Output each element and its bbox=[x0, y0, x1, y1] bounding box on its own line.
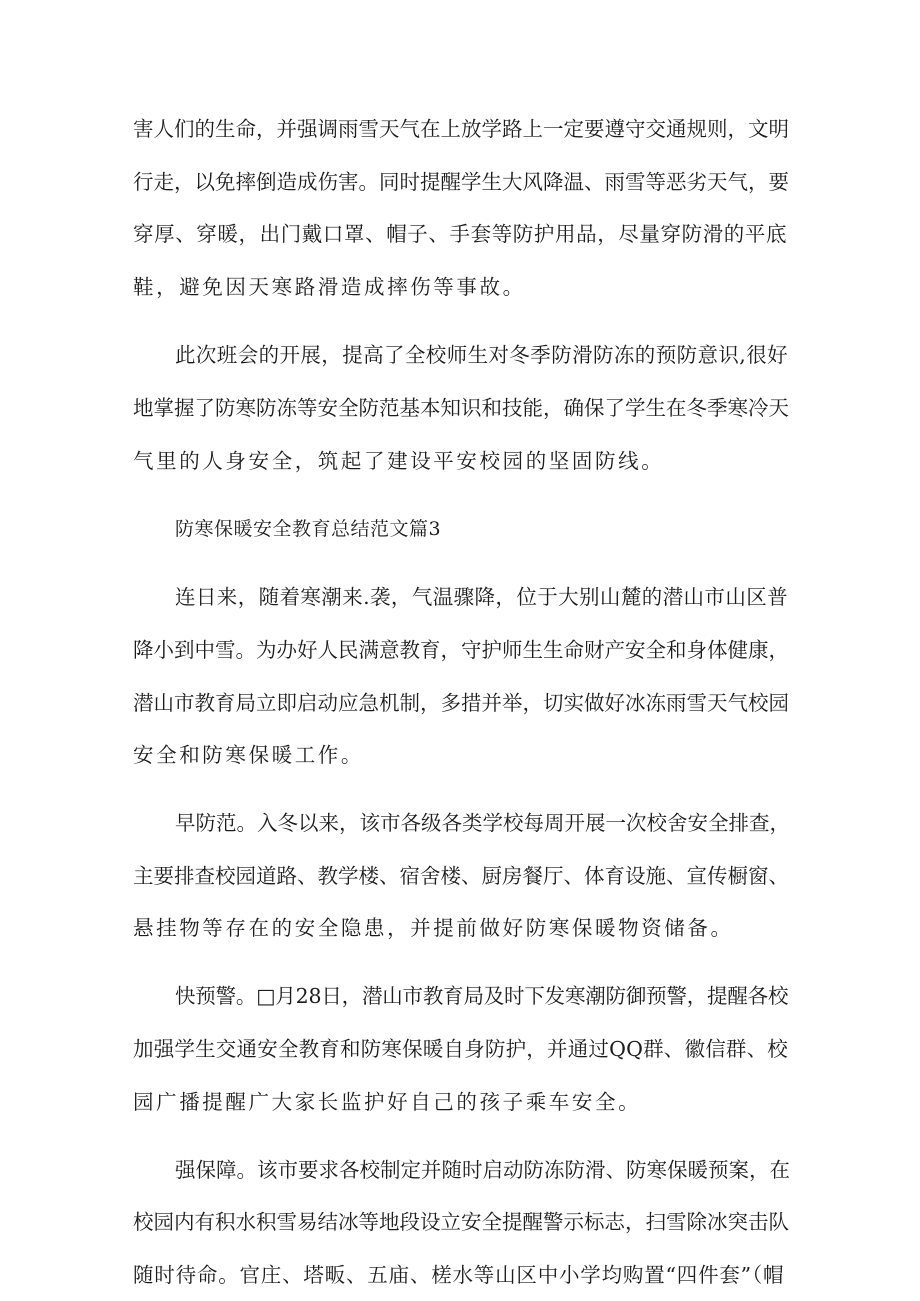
paragraph-6-line-3: 随时待命。官庄、塔畈、五庙、槎水等山区中小学均购置“四件套”（帽 bbox=[133, 1263, 785, 1287]
paragraph-3-line-4: 安全和防寒保暖工作。 bbox=[133, 743, 364, 767]
paragraph-5-line-1: 快预警。□月28日，潜山市教育局及时下发寒潮防御预警，提醒各校 bbox=[175, 984, 789, 1008]
paragraph-3-line-3: 潜山市教育局立即启动应急机制，多措并举，切实做好冰冻雨雪天气校园 bbox=[133, 691, 789, 715]
paragraph-4-line-3: 悬挂物等存在的安全隐患，并提前做好防寒保暖物资储备。 bbox=[133, 916, 734, 940]
paragraph-5-line-2: 加强学生交通安全教育和防寒保暖自身防护，并通过QQ群、徽信群、校 bbox=[133, 1037, 789, 1061]
paragraph-4-line-1: 早防范。入冬以来，该市各级各类学校每周开展一次校舍安全排查， bbox=[175, 811, 790, 835]
paragraph-1-line-1: 害人们的生命，并强调雨雪天气在上放学路上一定要遵守交通规则，文明 bbox=[133, 117, 789, 141]
paragraph-1-line-4: 鞋，避免因天寒路滑造成摔伤等事故。 bbox=[133, 275, 526, 299]
paragraph-1-line-2: 行走，以免摔倒造成伤害。同时提醒学生大风降温、雨雪等恶劣天气，要 bbox=[133, 170, 789, 194]
section-heading: 防寒保暖安全教育总结范文篇3 bbox=[175, 518, 442, 540]
paragraph-2-line-1: 此次班会的开展，提高了全校师生对冬季防滑防冻的预防意识,很好 bbox=[175, 343, 789, 367]
paragraph-3-line-2: 降小到中雪。为办好人民满意教育，守护师生生命财产安全和身体健康， bbox=[133, 638, 789, 662]
paragraph-2-line-2: 地掌握了防寒防冻等安全防范基本知识和技能，确保了学生在冬季寒冷天 bbox=[133, 396, 789, 420]
paragraph-3-line-1: 连日来，随着寒潮来.袭，气温骤降，位于大别山麓的潜山市山区普 bbox=[175, 585, 789, 609]
paragraph-2-line-3: 气里的人身安全，筑起了建设平安校园的坚固防线。 bbox=[133, 449, 665, 473]
paragraph-5-line-3: 园广播提醒广大家长监护好自己的孩子乘车安全。 bbox=[133, 1090, 642, 1114]
paragraph-6-line-2: 校园内有积水积雪易结冰等地段设立安全提醒警示标志，扫雪除冰突击队 bbox=[133, 1210, 789, 1234]
paragraph-1-line-3: 穿厚、穿暖，出门戴口罩、帽子、手套等防护用品，尽量穿防滑的平底 bbox=[133, 222, 788, 246]
paragraph-4-line-2: 主要排查校园道路、教学楼、宿舍楼、厨房餐厅、体育设施、宣传橱窗、 bbox=[133, 864, 789, 888]
paragraph-6-line-1: 强保障。该市要求各校制定并随时启动防冻防滑、防寒保暖预案，在 bbox=[175, 1158, 790, 1182]
